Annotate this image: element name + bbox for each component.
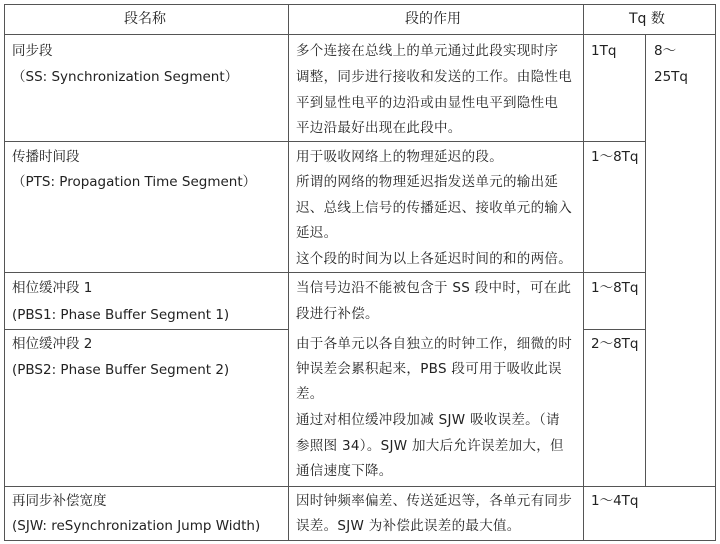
pbs2-name: 相位缓冲段 2 xyxy=(12,336,93,352)
pts-name: 传播时间段 xyxy=(12,149,80,165)
ss-desc-line: 多个连接在总线上的单元通过此段实现时序 xyxy=(296,43,559,59)
pbs1-name-en: (PBS1: Phase Buffer Segment 1) xyxy=(12,307,230,323)
rule-header xyxy=(4,34,716,35)
header-tq-count: Tq 数 xyxy=(629,11,665,27)
pts-tq: 1～8Tq xyxy=(591,149,639,165)
pts-desc-line: 迟、总线上信号的传播延迟、接收单元的输入 xyxy=(296,200,572,216)
pbs2-desc-line: 通过对相位缓冲段加减 SJW 吸收误差。（请 xyxy=(296,412,560,428)
ss-name-en: （SS: Synchronization Segment） xyxy=(12,69,239,85)
sjw-tq: 1～4Tq xyxy=(591,493,639,509)
pts-desc-line: 所谓的网络的物理延迟指发送单元的输出延 xyxy=(296,174,559,190)
rule-pts xyxy=(4,272,645,273)
pbs1-name: 相位缓冲段 1 xyxy=(12,280,93,296)
pbs2-desc-line: 通信速度下降。 xyxy=(296,463,393,479)
bit-total-tq-line1: 8～ xyxy=(654,43,677,59)
pbs2-desc-line: 差。 xyxy=(296,386,324,402)
ss-tq: 1Tq xyxy=(591,43,617,59)
ss-desc-line: 平到显性电平的边沿或由显性电平到隐性电 xyxy=(296,95,559,111)
rule-tq-total xyxy=(645,34,646,487)
pbs2-name-en: (PBS2: Phase Buffer Segment 2) xyxy=(12,362,230,378)
rule-ss xyxy=(4,141,645,142)
rule-pbs2 xyxy=(4,486,716,487)
pbs2-desc-line: 由于各单元以各自独立的时钟工作，细微的时 xyxy=(296,336,572,352)
pbs2-desc-line: 参照图 34）。SJW 加大后允许误差加大，但 xyxy=(296,438,564,454)
sjw-name: 再同步补偿宽度 xyxy=(12,493,107,509)
pts-desc-line: 延迟。 xyxy=(296,225,338,241)
rule-top xyxy=(4,4,716,5)
pbs2-desc-line: 钟误差会累积起来，PBS 段可用于吸收此误 xyxy=(296,361,562,377)
pts-desc-line: 用于吸收网络上的物理延迟的段。 xyxy=(296,149,503,165)
rule-name-desc xyxy=(288,4,289,541)
rule-desc-tq xyxy=(583,4,584,541)
rule-left xyxy=(4,4,5,541)
pbs1-desc-line: 段进行补偿。 xyxy=(296,306,379,322)
pbs2-tq: 2～8Tq xyxy=(591,336,639,352)
rule-right xyxy=(715,4,716,541)
pbs1-tq: 1～8Tq xyxy=(591,280,639,296)
header-segment-name: 段名称 xyxy=(124,11,166,27)
rule-pbs1-left xyxy=(4,329,288,330)
pts-desc-line: 这个段的时间为以上各延迟时间的和的两倍。 xyxy=(296,251,572,267)
header-segment-role: 段的作用 xyxy=(405,11,461,27)
pbs1-desc-line: 当信号边沿不能被包含于 SS 段中时，可在此 xyxy=(296,280,572,296)
sjw-desc-line: 因时钟频率偏差、传送延迟等，各单元有同步 xyxy=(296,493,572,509)
ss-name: 同步段 xyxy=(12,43,53,59)
pts-name-en: （PTS: Propagation Time Segment） xyxy=(12,174,257,190)
sjw-desc-line: 误差。SJW 为补偿此误差的最大值。 xyxy=(296,518,521,534)
rule-bottom xyxy=(4,540,716,541)
bit-total-tq-line2: 25Tq xyxy=(654,69,688,85)
sjw-name-en: (SJW: reSynchronization Jump Width) xyxy=(12,518,261,534)
ss-desc-line: 平边沿最好出现在此段中。 xyxy=(296,120,462,136)
rule-pbs1-right xyxy=(583,329,645,330)
ss-desc-line: 调整，同步进行接收和发送的工作。由隐性电 xyxy=(296,69,572,85)
